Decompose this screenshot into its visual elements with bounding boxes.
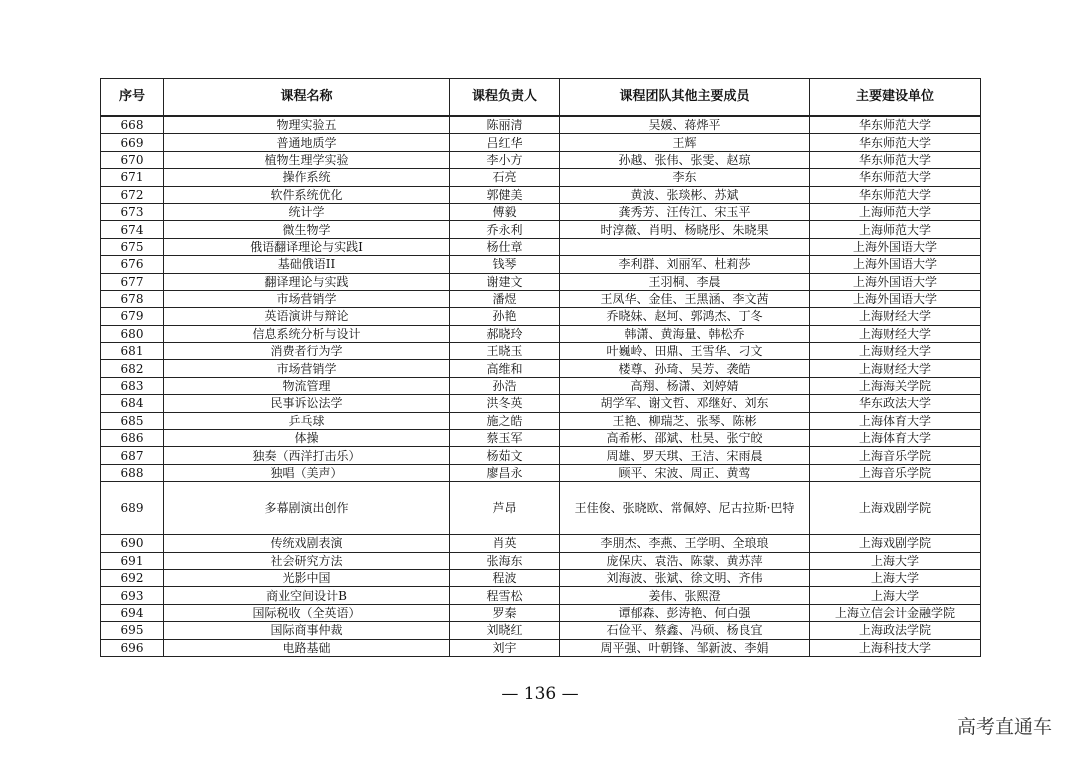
cell-team-members: 高希彬、邵斌、杜昊、张宁皎 xyxy=(560,430,810,447)
table-row xyxy=(101,151,981,168)
cell-team-members: 黄波、张琰彬、苏斌 xyxy=(560,186,810,203)
cell-course-name: 英语演讲与辩论 xyxy=(164,308,450,325)
cell-unit: 上海财经大学 xyxy=(810,360,981,377)
cell-course-name: 乒乓球 xyxy=(164,412,450,429)
cell-course-lead: 廖昌永 xyxy=(450,464,560,481)
cell-course-name: 体操 xyxy=(164,430,450,447)
cell-no: 671 xyxy=(101,169,164,186)
cell-team-members: 周雄、罗天琪、王洁、宋雨晨 xyxy=(560,447,810,464)
cell-course-name: 独唱（美声） xyxy=(164,464,450,481)
cell-course-name: 独奏（西洋打击乐） xyxy=(164,447,450,464)
cell-unit: 华东师范大学 xyxy=(810,116,981,134)
cell-course-name: 市场营销学 xyxy=(164,360,450,377)
cell-team-members: 龚秀芳、汪传江、宋玉平 xyxy=(560,203,810,220)
cell-course-lead: 钱琴 xyxy=(450,256,560,273)
cell-unit: 上海外国语大学 xyxy=(810,238,981,255)
cell-course-lead: 郝晓玲 xyxy=(450,325,560,342)
cell-team-members: 吴媛、蒋烨平 xyxy=(560,116,810,134)
table-row xyxy=(101,552,981,569)
table-row xyxy=(101,412,981,429)
table-row xyxy=(101,360,981,377)
cell-course-name: 翻译理论与实践 xyxy=(164,273,450,290)
cell-course-name: 软件系统优化 xyxy=(164,186,450,203)
cell-unit: 上海外国语大学 xyxy=(810,273,981,290)
cell-course-name: 微生物学 xyxy=(164,221,450,238)
cell-no: 678 xyxy=(101,290,164,307)
table-row xyxy=(101,535,981,552)
cell-course-name: 基础俄语II xyxy=(164,256,450,273)
cell-course-lead: 杨仕章 xyxy=(450,238,560,255)
cell-team-members: 王艳、柳瑞芝、张琴、陈彬 xyxy=(560,412,810,429)
cell-course-lead: 芦昂 xyxy=(450,482,560,535)
table-row xyxy=(101,290,981,307)
cell-team-members: 胡学军、谢文哲、邓继好、刘东 xyxy=(560,395,810,412)
table-row xyxy=(101,203,981,220)
cell-no: 689 xyxy=(101,482,164,535)
cell-course-lead: 孙浩 xyxy=(450,377,560,394)
table-row xyxy=(101,308,981,325)
cell-course-lead: 乔永利 xyxy=(450,221,560,238)
cell-team-members: 乔晓妹、赵坷、郭鸿杰、丁冬 xyxy=(560,308,810,325)
table-row xyxy=(101,464,981,481)
cell-course-name: 植物生理学实验 xyxy=(164,151,450,168)
cell-team-members: 叶巍岭、田鼎、王雪华、刁文 xyxy=(560,343,810,360)
table-row xyxy=(101,343,981,360)
table-header-row xyxy=(101,79,981,117)
cell-course-lead: 刘晓红 xyxy=(450,622,560,639)
cell-no: 694 xyxy=(101,604,164,621)
cell-course-lead: 谢建文 xyxy=(450,273,560,290)
cell-course-name: 操作系统 xyxy=(164,169,450,186)
table-row xyxy=(101,169,981,186)
cell-course-name: 民事诉讼法学 xyxy=(164,395,450,412)
cell-team-members: 顾平、宋波、周正、黄莺 xyxy=(560,464,810,481)
table-row xyxy=(101,377,981,394)
cell-team-members: 楼尊、孙琦、吴芳、袭皓 xyxy=(560,360,810,377)
cell-course-name: 信息系统分析与设计 xyxy=(164,325,450,342)
cell-no: 696 xyxy=(101,639,164,656)
cell-course-lead: 程雪松 xyxy=(450,587,560,604)
cell-unit: 上海海关学院 xyxy=(810,377,981,394)
cell-team-members: 石俭平、蔡鑫、冯硕、杨良宜 xyxy=(560,622,810,639)
cell-unit: 上海音乐学院 xyxy=(810,464,981,481)
table-row xyxy=(101,447,981,464)
header-no: 序号 xyxy=(101,79,164,117)
table-row xyxy=(101,238,981,255)
cell-unit: 上海体育大学 xyxy=(810,430,981,447)
cell-unit: 上海师范大学 xyxy=(810,221,981,238)
header-unit: 主要建设单位 xyxy=(810,79,981,117)
cell-unit: 上海财经大学 xyxy=(810,308,981,325)
cell-no: 688 xyxy=(101,464,164,481)
table-row xyxy=(101,273,981,290)
cell-unit: 上海大学 xyxy=(810,587,981,604)
cell-course-name: 市场营销学 xyxy=(164,290,450,307)
cell-course-name: 物理实验五 xyxy=(164,116,450,134)
cell-no: 695 xyxy=(101,622,164,639)
watermark: 高考直通车 xyxy=(956,716,1052,738)
cell-course-lead: 潘煜 xyxy=(450,290,560,307)
course-table xyxy=(100,78,981,657)
cell-team-members: 周平强、叶朝锋、邹新波、李娟 xyxy=(560,639,810,656)
cell-team-members: 李利群、刘丽军、杜莉莎 xyxy=(560,256,810,273)
table-row xyxy=(101,325,981,342)
table-row xyxy=(101,587,981,604)
cell-no: 692 xyxy=(101,569,164,586)
cell-no: 668 xyxy=(101,116,164,134)
cell-course-name: 普通地质学 xyxy=(164,134,450,151)
cell-course-lead: 洪冬英 xyxy=(450,395,560,412)
cell-course-lead: 孙艳 xyxy=(450,308,560,325)
cell-unit: 上海外国语大学 xyxy=(810,256,981,273)
table-row xyxy=(101,569,981,586)
cell-course-lead: 石亮 xyxy=(450,169,560,186)
cell-no: 676 xyxy=(101,256,164,273)
table-row xyxy=(101,430,981,447)
cell-team-members: 庞保庆、袁浩、陈蒙、黄苏萍 xyxy=(560,552,810,569)
cell-no: 683 xyxy=(101,377,164,394)
cell-unit: 华东政法大学 xyxy=(810,395,981,412)
cell-no: 673 xyxy=(101,203,164,220)
cell-unit: 上海戏剧学院 xyxy=(810,535,981,552)
cell-team-members: 王辉 xyxy=(560,134,810,151)
cell-team-members: 姜伟、张熙澄 xyxy=(560,587,810,604)
cell-team-members: 王佳俊、张晓欧、常佩婷、尼古拉斯·巴特 xyxy=(560,482,810,535)
cell-no: 690 xyxy=(101,535,164,552)
cell-unit: 华东师范大学 xyxy=(810,186,981,203)
cell-course-lead: 程波 xyxy=(450,569,560,586)
cell-team-members: 刘海波、张斌、徐文明、齐伟 xyxy=(560,569,810,586)
cell-unit: 上海财经大学 xyxy=(810,325,981,342)
cell-unit: 上海外国语大学 xyxy=(810,290,981,307)
header-team-members: 课程团队其他主要成员 xyxy=(560,79,810,117)
table-row xyxy=(101,639,981,656)
cell-no: 674 xyxy=(101,221,164,238)
cell-team-members: 李东 xyxy=(560,169,810,186)
cell-unit: 上海财经大学 xyxy=(810,343,981,360)
cell-course-name: 电路基础 xyxy=(164,639,450,656)
table-row xyxy=(101,395,981,412)
cell-unit: 上海科技大学 xyxy=(810,639,981,656)
cell-unit: 上海大学 xyxy=(810,552,981,569)
table-body xyxy=(101,116,981,656)
cell-no: 693 xyxy=(101,587,164,604)
cell-course-lead: 李小方 xyxy=(450,151,560,168)
cell-no: 687 xyxy=(101,447,164,464)
cell-course-name: 传统戏剧表演 xyxy=(164,535,450,552)
table-row xyxy=(101,186,981,203)
cell-team-members xyxy=(560,238,810,255)
header-course-name: 课程名称 xyxy=(164,79,450,117)
cell-course-name: 国际税收（全英语） xyxy=(164,604,450,621)
cell-no: 669 xyxy=(101,134,164,151)
cell-unit: 上海体育大学 xyxy=(810,412,981,429)
cell-unit: 上海戏剧学院 xyxy=(810,482,981,535)
cell-unit: 华东师范大学 xyxy=(810,169,981,186)
cell-unit: 华东师范大学 xyxy=(810,151,981,168)
cell-team-members: 时淳薇、肖明、杨晓彤、朱晓果 xyxy=(560,221,810,238)
cell-course-lead: 杨茹文 xyxy=(450,447,560,464)
cell-no: 675 xyxy=(101,238,164,255)
table-row xyxy=(101,256,981,273)
cell-course-name: 国际商事仲裁 xyxy=(164,622,450,639)
cell-course-lead: 施之皓 xyxy=(450,412,560,429)
cell-team-members: 谭郁森、彭涛艳、何白强 xyxy=(560,604,810,621)
cell-course-name: 社会研究方法 xyxy=(164,552,450,569)
cell-team-members: 王凤华、金佳、王黑涵、李文茜 xyxy=(560,290,810,307)
cell-unit: 上海师范大学 xyxy=(810,203,981,220)
cell-course-lead: 高维和 xyxy=(450,360,560,377)
cell-no: 672 xyxy=(101,186,164,203)
cell-unit: 华东师范大学 xyxy=(810,134,981,151)
header-course-lead: 课程负责人 xyxy=(450,79,560,117)
cell-no: 682 xyxy=(101,360,164,377)
cell-course-lead: 刘宇 xyxy=(450,639,560,656)
table-row xyxy=(101,221,981,238)
cell-no: 670 xyxy=(101,151,164,168)
table-row xyxy=(101,116,981,134)
cell-course-name: 物流管理 xyxy=(164,377,450,394)
cell-course-name: 光影中国 xyxy=(164,569,450,586)
cell-team-members: 王羽桐、李晨 xyxy=(560,273,810,290)
cell-team-members: 李朋杰、李燕、王学明、全琅琅 xyxy=(560,535,810,552)
cell-unit: 上海立信会计金融学院 xyxy=(810,604,981,621)
cell-no: 684 xyxy=(101,395,164,412)
cell-course-name: 俄语翻译理论与实践I xyxy=(164,238,450,255)
cell-course-lead: 张海东 xyxy=(450,552,560,569)
table-row xyxy=(101,134,981,151)
table-row xyxy=(101,482,981,535)
cell-no: 681 xyxy=(101,343,164,360)
cell-no: 686 xyxy=(101,430,164,447)
cell-no: 679 xyxy=(101,308,164,325)
cell-team-members: 韩潇、黄海量、韩松乔 xyxy=(560,325,810,342)
cell-course-lead: 郭健美 xyxy=(450,186,560,203)
cell-course-lead: 肖英 xyxy=(450,535,560,552)
cell-no: 680 xyxy=(101,325,164,342)
table-row xyxy=(101,622,981,639)
cell-course-lead: 王晓玉 xyxy=(450,343,560,360)
cell-course-name: 统计学 xyxy=(164,203,450,220)
cell-unit: 上海政法学院 xyxy=(810,622,981,639)
cell-course-name: 商业空间设计B xyxy=(164,587,450,604)
cell-course-lead: 吕红华 xyxy=(450,134,560,151)
cell-course-lead: 罗秦 xyxy=(450,604,560,621)
cell-unit: 上海音乐学院 xyxy=(810,447,981,464)
cell-course-lead: 蔡玉军 xyxy=(450,430,560,447)
cell-team-members: 孙越、张伟、张雯、赵琼 xyxy=(560,151,810,168)
page-number: — 136 — xyxy=(501,684,579,704)
cell-team-members: 高翔、杨潇、刘婷婧 xyxy=(560,377,810,394)
cell-no: 691 xyxy=(101,552,164,569)
cell-course-lead: 陈丽清 xyxy=(450,116,560,134)
cell-no: 685 xyxy=(101,412,164,429)
cell-no: 677 xyxy=(101,273,164,290)
cell-course-name: 多幕剧演出创作 xyxy=(164,482,450,535)
table-row xyxy=(101,604,981,621)
cell-course-name: 消费者行为学 xyxy=(164,343,450,360)
cell-course-lead: 傅毅 xyxy=(450,203,560,220)
cell-unit: 上海大学 xyxy=(810,569,981,586)
